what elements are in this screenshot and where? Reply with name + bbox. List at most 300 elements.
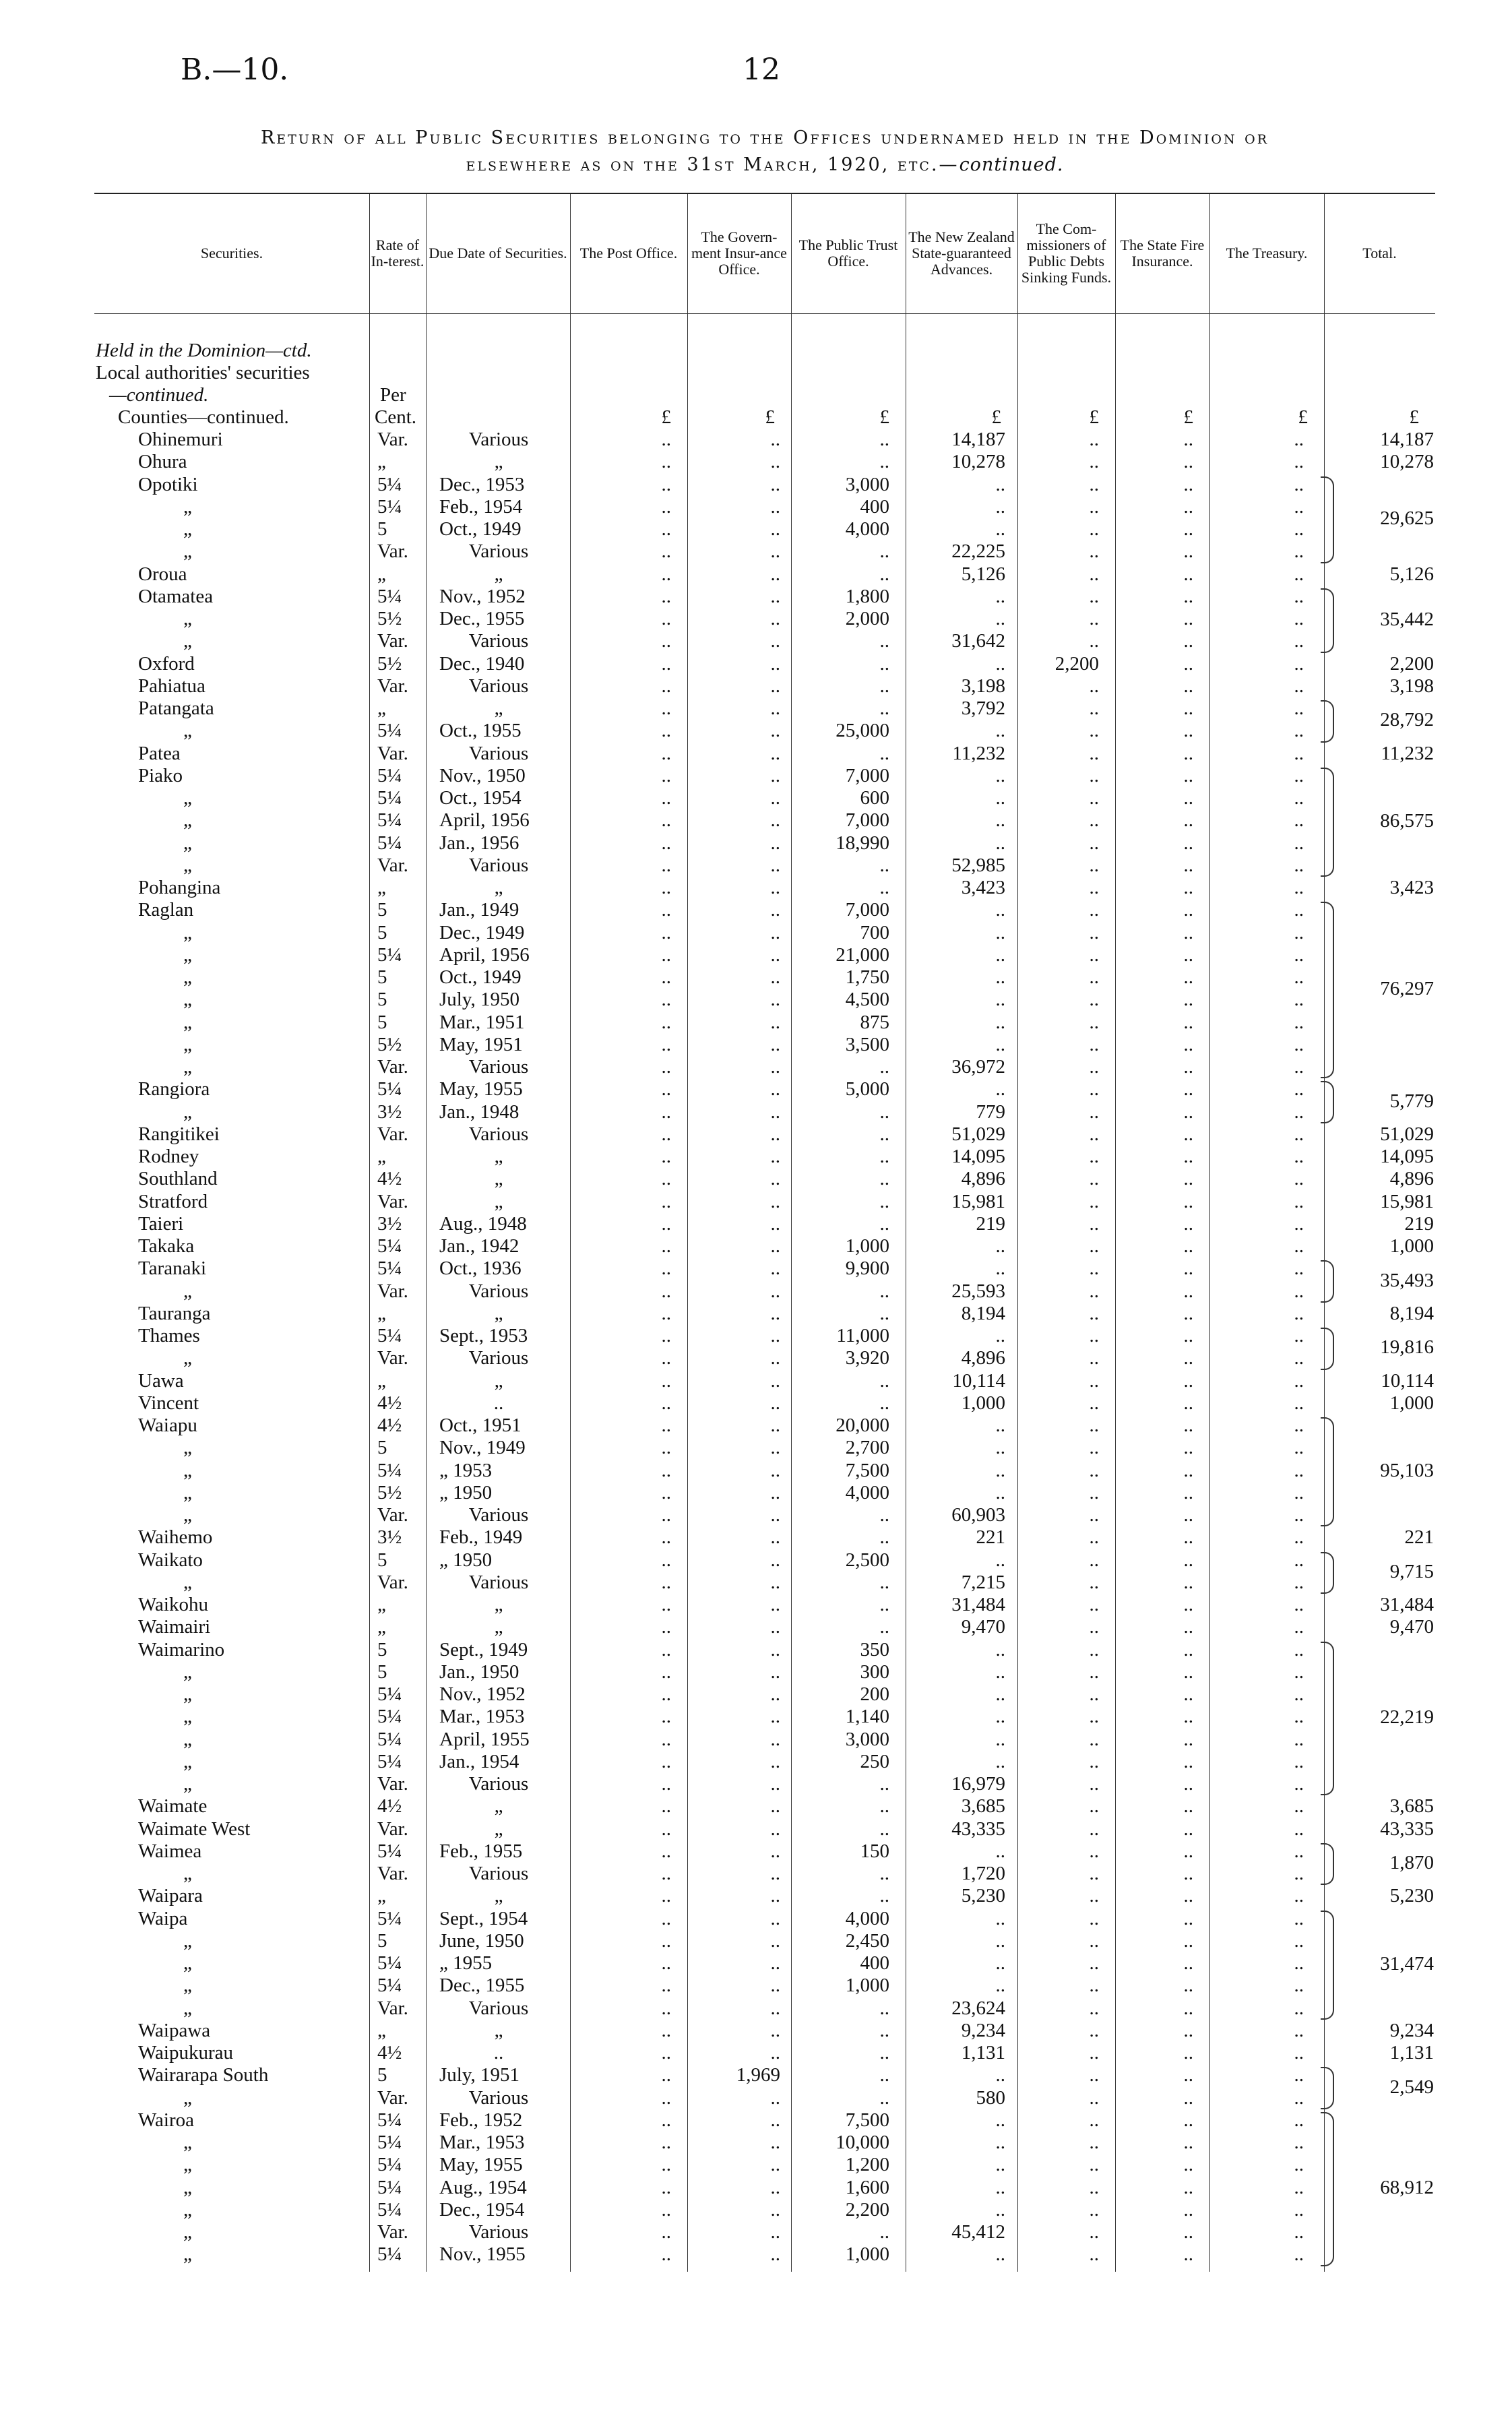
- post-office-value: ..: [661, 1616, 671, 1638]
- sinking-funds-value: ..: [1089, 1549, 1099, 1571]
- leader-dots: [290, 1840, 364, 1863]
- pound-sign: £: [1409, 406, 1419, 428]
- post-office-value: ..: [661, 1280, 671, 1302]
- leader-dots: [229, 832, 364, 855]
- due-date: July, 1950: [439, 989, 519, 1011]
- securities-name: „: [183, 1571, 192, 1593]
- due-date: Jan., 1956: [439, 832, 519, 854]
- state-fire-value: ..: [1183, 854, 1193, 876]
- state-guaranteed-value: ..: [995, 720, 1005, 742]
- state-guaranteed-value: 10,278: [951, 451, 1005, 473]
- state-fire-value: ..: [1183, 1415, 1193, 1436]
- state-fire-value: ..: [1183, 1078, 1193, 1100]
- post-office-value: ..: [661, 1100, 671, 1123]
- total-value: 86,575: [1380, 809, 1434, 832]
- due-date: Nov., 1949: [439, 1437, 526, 1459]
- securities-name: „: [183, 2176, 192, 2198]
- government-insurance-value: ..: [770, 1302, 780, 1324]
- treasury-value: ..: [1294, 1683, 1304, 1705]
- post-office-value: ..: [661, 1975, 671, 1997]
- total-value: 14,187: [1380, 429, 1434, 450]
- state-fire-value: ..: [1183, 1818, 1193, 1840]
- group-brace: [1321, 476, 1334, 563]
- sinking-funds-value: ..: [1089, 787, 1099, 809]
- treasury-value: ..: [1294, 2064, 1304, 2086]
- state-guaranteed-value: ..: [995, 473, 1005, 495]
- state-guaranteed-value: 31,484: [951, 1594, 1005, 1615]
- state-fire-value: ..: [1183, 675, 1193, 697]
- post-office-value: ..: [661, 1235, 671, 1257]
- interest-rate: 5¼: [377, 2109, 402, 2131]
- state-guaranteed-value: ..: [995, 943, 1005, 966]
- treasury-value: ..: [1294, 1997, 1304, 2019]
- pound-sign: £: [991, 406, 1001, 428]
- public-trust-value: 875: [860, 1011, 889, 1033]
- state-fire-value: ..: [1183, 764, 1193, 786]
- interest-rate: 4½: [377, 1168, 402, 1190]
- leader-dots: [229, 1482, 364, 1504]
- sinking-funds-value: ..: [1089, 495, 1099, 518]
- post-office-value: ..: [661, 2109, 671, 2131]
- securities-name: Waimarino: [138, 1638, 225, 1661]
- public-trust-value: 2,700: [845, 1437, 889, 1459]
- government-insurance-value: ..: [770, 1571, 780, 1593]
- due-date: Various: [468, 540, 529, 563]
- total-value: 28,792: [1380, 709, 1434, 731]
- securities-name: „: [183, 943, 192, 966]
- state-fire-value: ..: [1183, 2176, 1193, 2198]
- public-trust-value: ..: [879, 1100, 889, 1123]
- interest-rate: Var.: [377, 540, 408, 563]
- group-brace: [1321, 902, 1334, 1078]
- sinking-funds-value: ..: [1089, 1212, 1099, 1235]
- due-date: Various: [468, 854, 529, 876]
- sinking-funds-value: ..: [1089, 1033, 1099, 1055]
- public-trust-value: ..: [879, 675, 889, 697]
- securities-name: „: [183, 518, 192, 540]
- state-guaranteed-value: 7,215: [961, 1571, 1005, 1593]
- government-insurance-value: ..: [770, 429, 780, 450]
- due-date: „: [494, 1795, 503, 1818]
- state-fire-value: ..: [1183, 809, 1193, 832]
- treasury-value: ..: [1294, 809, 1304, 832]
- column-header: The Post Office.: [579, 245, 678, 261]
- post-office-value: ..: [661, 1683, 671, 1705]
- due-date: ..: [493, 1392, 504, 1414]
- securities-name: Waipa: [138, 1907, 188, 1929]
- government-insurance-value: ..: [770, 1078, 780, 1100]
- state-guaranteed-value: ..: [995, 585, 1005, 607]
- state-fire-value: ..: [1183, 966, 1193, 988]
- interest-rate: 5¼: [377, 495, 402, 518]
- state-guaranteed-value: 3,423: [961, 877, 1005, 898]
- total-value: 22,219: [1380, 1706, 1434, 1728]
- securities-name: „: [183, 2086, 192, 2109]
- government-insurance-value: ..: [770, 2109, 780, 2131]
- interest-rate: Var.: [377, 1571, 408, 1593]
- total-value: 1,000: [1389, 1392, 1434, 1414]
- government-insurance-value: ..: [770, 1594, 780, 1615]
- state-guaranteed-value: 1,000: [961, 1392, 1005, 1414]
- sinking-funds-value: ..: [1089, 1526, 1099, 1549]
- state-guaranteed-value: ..: [995, 966, 1005, 988]
- public-trust-value: 150: [860, 1840, 889, 1862]
- securities-name: „: [183, 2198, 192, 2221]
- interest-rate: 5¼: [377, 943, 402, 966]
- treasury-value: ..: [1294, 720, 1304, 742]
- post-office-value: ..: [661, 899, 671, 921]
- interest-rate: 5: [377, 899, 387, 921]
- treasury-value: ..: [1294, 877, 1304, 898]
- state-fire-value: ..: [1183, 1056, 1193, 1078]
- pound-sign: £: [1183, 406, 1193, 428]
- public-trust-value: 3,500: [845, 1033, 889, 1055]
- due-date: Jan., 1942: [439, 1235, 519, 1257]
- header-rule: [94, 313, 1435, 314]
- leader-dots: [290, 1526, 364, 1549]
- public-trust-value: 1,000: [845, 2243, 889, 2266]
- government-insurance-value: ..: [770, 1190, 780, 1212]
- securities-name: Waimea: [138, 1840, 202, 1862]
- post-office-value: ..: [661, 1369, 671, 1392]
- interest-rate: 5¼: [377, 1235, 402, 1257]
- state-guaranteed-value: ..: [995, 1258, 1005, 1280]
- group-brace: [1321, 1911, 1334, 2020]
- public-trust-value: 2,200: [845, 2198, 889, 2221]
- public-trust-value: ..: [879, 877, 889, 898]
- government-insurance-value: ..: [770, 1661, 780, 1683]
- state-guaranteed-value: 8,194: [961, 1302, 1005, 1324]
- interest-rate: 5: [377, 1549, 387, 1571]
- post-office-value: ..: [661, 2243, 671, 2266]
- post-office-value: ..: [661, 518, 671, 540]
- leader-dots: [229, 966, 364, 989]
- government-insurance-value: ..: [770, 1840, 780, 1862]
- state-fire-value: ..: [1183, 1123, 1193, 1145]
- government-insurance-value: ..: [770, 1100, 780, 1123]
- government-insurance-value: ..: [770, 1885, 780, 1907]
- state-fire-value: ..: [1183, 1302, 1193, 1324]
- leader-dots: [229, 1661, 364, 1683]
- government-insurance-value: ..: [770, 540, 780, 563]
- public-trust-value: ..: [879, 2064, 889, 2086]
- government-insurance-value: ..: [770, 697, 780, 719]
- securities-name: „: [183, 809, 192, 832]
- public-trust-value: ..: [879, 652, 889, 675]
- due-date: Sept., 1949: [439, 1638, 528, 1661]
- table-title: [94, 125, 1435, 179]
- sinking-funds-value: ..: [1089, 742, 1099, 764]
- total-value: 29,625: [1380, 507, 1434, 529]
- government-insurance-value: ..: [770, 608, 780, 629]
- government-insurance-value: ..: [770, 1369, 780, 1392]
- state-fire-value: ..: [1183, 1325, 1193, 1346]
- post-office-value: ..: [661, 1481, 671, 1503]
- due-date: „: [494, 451, 503, 473]
- sinking-funds-value: ..: [1089, 1907, 1099, 1929]
- state-guaranteed-value: 60,903: [951, 1504, 1005, 1526]
- total-value: 1,131: [1389, 2042, 1434, 2064]
- securities-name: „: [183, 1728, 192, 1750]
- state-fire-value: ..: [1183, 563, 1193, 585]
- public-trust-value: ..: [879, 1818, 889, 1840]
- securities-name: „: [183, 1997, 192, 2019]
- group-brace: [1321, 1417, 1334, 1526]
- sinking-funds-value: ..: [1089, 1011, 1099, 1033]
- government-insurance-value: ..: [770, 1638, 780, 1661]
- due-date: „ 1953: [439, 1459, 493, 1481]
- pound-sign: £: [879, 406, 889, 428]
- state-guaranteed-value: 3,198: [961, 675, 1005, 697]
- due-date: „: [494, 1594, 503, 1615]
- sinking-funds-value: ..: [1089, 697, 1099, 719]
- treasury-value: ..: [1294, 1056, 1304, 1078]
- leader-dots: [229, 1997, 364, 2020]
- due-date: Various: [468, 1056, 529, 1078]
- state-guaranteed-value: 52,985: [951, 854, 1005, 876]
- interest-rate: 5½: [377, 608, 402, 629]
- due-date: „: [494, 1146, 503, 1167]
- state-fire-value: ..: [1183, 787, 1193, 809]
- interest-rate: 5½: [377, 652, 402, 675]
- post-office-value: ..: [661, 1033, 671, 1055]
- government-insurance-value: ..: [770, 2176, 780, 2198]
- public-trust-value: 1,600: [845, 2176, 889, 2198]
- total-value: 15,981: [1380, 1190, 1434, 1212]
- post-office-value: ..: [661, 697, 671, 719]
- government-insurance-value: ..: [770, 1146, 780, 1167]
- total-value: 43,335: [1380, 1818, 1434, 1840]
- sinking-funds-value: ..: [1089, 1437, 1099, 1459]
- due-date: Various: [468, 1504, 529, 1526]
- treasury-value: ..: [1294, 2086, 1304, 2109]
- state-fire-value: ..: [1183, 652, 1193, 675]
- securities-name: Waipukurau: [138, 2042, 234, 2064]
- interest-rate: „: [377, 1146, 386, 1167]
- sinking-funds-value: ..: [1089, 1929, 1099, 1952]
- due-date: Dec., 1954: [439, 2198, 525, 2221]
- state-fire-value: ..: [1183, 1638, 1193, 1661]
- post-office-value: ..: [661, 630, 671, 652]
- total-value: 8,194: [1389, 1302, 1434, 1324]
- post-office-value: ..: [661, 1952, 671, 1974]
- state-guaranteed-value: 25,593: [951, 1280, 1005, 1302]
- state-guaranteed-value: ..: [995, 2132, 1005, 2153]
- post-office-value: ..: [661, 1795, 671, 1818]
- sinking-funds-value: ..: [1089, 1415, 1099, 1436]
- leader-dots: [290, 1146, 364, 1168]
- leader-dots: [290, 1303, 364, 1325]
- post-office-value: ..: [661, 1459, 671, 1481]
- sinking-funds-value: ..: [1089, 675, 1099, 697]
- state-guaranteed-value: ..: [995, 1975, 1005, 1997]
- securities-name: Waipawa: [138, 2019, 211, 2041]
- treasury-value: ..: [1294, 966, 1304, 988]
- state-fire-value: ..: [1183, 2221, 1193, 2243]
- sinking-funds-value: ..: [1089, 1706, 1099, 1728]
- public-trust-value: ..: [879, 697, 889, 719]
- interest-rate: 5¼: [377, 1459, 402, 1481]
- government-insurance-value: ..: [770, 787, 780, 809]
- due-date: Oct., 1936: [439, 1258, 522, 1280]
- government-insurance-value: ..: [770, 2243, 780, 2266]
- leader-dots: [229, 1101, 364, 1123]
- state-fire-value: ..: [1183, 1549, 1193, 1571]
- government-insurance-value: ..: [770, 1706, 780, 1728]
- title-line-1: Return of all Public Securities belonging to the Offices undernamed held in the Dominion or: [260, 127, 1269, 148]
- public-trust-value: ..: [879, 1526, 889, 1549]
- leader-dots: [229, 2154, 364, 2176]
- state-fire-value: ..: [1183, 1929, 1193, 1952]
- treasury-value: ..: [1294, 1616, 1304, 1638]
- post-office-value: ..: [661, 832, 671, 854]
- interest-rate: Var.: [377, 1280, 408, 1302]
- state-guaranteed-value: ..: [995, 2109, 1005, 2131]
- interest-rate: 5: [377, 989, 387, 1011]
- state-fire-value: ..: [1183, 1863, 1193, 1884]
- state-fire-value: ..: [1183, 540, 1193, 563]
- treasury-value: ..: [1294, 1594, 1304, 1615]
- treasury-value: ..: [1294, 1549, 1304, 1571]
- sinking-funds-value: ..: [1089, 1280, 1099, 1302]
- state-fire-value: ..: [1183, 1594, 1193, 1615]
- post-office-value: ..: [661, 1907, 671, 1929]
- title-line-2: elsewhere as on the 31st March, 1920, etc.—continued.: [466, 154, 1064, 175]
- state-fire-value: ..: [1183, 495, 1193, 518]
- leader-dots: [229, 496, 364, 518]
- securities-name: Taieri: [138, 1212, 184, 1235]
- state-fire-value: ..: [1183, 1728, 1193, 1750]
- leader-dots: [290, 451, 364, 473]
- post-office-value: ..: [661, 1325, 671, 1346]
- interest-rate: 5¼: [377, 1750, 402, 1772]
- total-value: 14,095: [1380, 1146, 1434, 1167]
- state-fire-value: ..: [1183, 1750, 1193, 1772]
- treasury-value: ..: [1294, 854, 1304, 876]
- post-office-value: ..: [661, 1818, 671, 1840]
- post-office-value: ..: [661, 1773, 671, 1795]
- state-fire-value: ..: [1183, 921, 1193, 943]
- post-office-value: ..: [661, 966, 671, 988]
- government-insurance-value: ..: [770, 630, 780, 652]
- state-fire-value: ..: [1183, 1504, 1193, 1526]
- interest-rate: 5¼: [377, 1728, 402, 1750]
- state-fire-value: ..: [1183, 1975, 1193, 1997]
- column-header: Securities.: [200, 245, 263, 261]
- interest-rate: Var.: [377, 742, 408, 764]
- securities-name: „: [183, 1661, 192, 1683]
- document-reference: B.—10.: [181, 53, 289, 87]
- state-fire-value: ..: [1183, 2042, 1193, 2064]
- government-insurance-value: ..: [770, 1056, 780, 1078]
- securities-name: „: [183, 1683, 192, 1705]
- government-insurance-value: ..: [770, 1997, 780, 2019]
- state-guaranteed-value: 580: [976, 2086, 1005, 2109]
- sinking-funds-value: ..: [1089, 1100, 1099, 1123]
- state-fire-value: ..: [1183, 1437, 1193, 1459]
- state-fire-value: ..: [1183, 1392, 1193, 1414]
- securities-name: Waimairi: [138, 1616, 211, 1638]
- securities-name: „: [183, 630, 192, 652]
- treasury-value: ..: [1294, 921, 1304, 943]
- government-insurance-value: ..: [770, 899, 780, 921]
- government-insurance-value: ..: [770, 1795, 780, 1818]
- total-value: 9,234: [1389, 2019, 1434, 2041]
- post-office-value: ..: [661, 1706, 671, 1728]
- public-trust-value: ..: [879, 1392, 889, 1414]
- treasury-value: ..: [1294, 1638, 1304, 1661]
- due-date: Dec., 1953: [439, 473, 525, 495]
- government-insurance-value: ..: [770, 742, 780, 764]
- state-guaranteed-value: ..: [995, 2154, 1005, 2176]
- securities-name: „: [183, 1773, 192, 1795]
- interest-rate: „: [377, 697, 386, 719]
- securities-name: Wairarapa South: [138, 2064, 269, 2086]
- public-trust-value: 1,000: [845, 1235, 889, 1257]
- securities-name: „: [183, 608, 192, 629]
- public-trust-value: ..: [879, 1773, 889, 1795]
- state-guaranteed-value: 31,642: [951, 630, 1005, 652]
- post-office-value: ..: [661, 1415, 671, 1436]
- treasury-value: ..: [1294, 1481, 1304, 1503]
- group-brace: [1321, 1552, 1334, 1594]
- government-insurance-value: ..: [770, 1033, 780, 1055]
- state-guaranteed-value: 51,029: [951, 1123, 1005, 1145]
- interest-rate: 5¼: [377, 2154, 402, 2176]
- sinking-funds-value: ..: [1089, 1056, 1099, 1078]
- treasury-value: ..: [1294, 1504, 1304, 1526]
- leader-dots: [290, 899, 364, 921]
- post-office-value: ..: [661, 2042, 671, 2064]
- post-office-value: ..: [661, 742, 671, 764]
- column-header: The Com-missioners of Public Debts Sinking Funds.: [1021, 220, 1112, 286]
- securities-name: „: [183, 1750, 192, 1772]
- interest-rate: Var.: [377, 1997, 408, 2019]
- due-date: Feb., 1955: [439, 1840, 523, 1862]
- securities-name: „: [183, 787, 192, 809]
- interest-rate: 5: [377, 1929, 387, 1952]
- treasury-value: ..: [1294, 1168, 1304, 1190]
- due-date: Various: [468, 1347, 529, 1369]
- securities-name: Waiapu: [138, 1415, 197, 1436]
- interest-rate: „: [377, 1616, 386, 1638]
- state-fire-value: ..: [1183, 720, 1193, 742]
- interest-rate: 3½: [377, 1100, 402, 1123]
- sinking-funds-value: ..: [1089, 1773, 1099, 1795]
- group-brace: [1321, 2067, 1334, 2109]
- treasury-value: ..: [1294, 1280, 1304, 1302]
- state-fire-value: ..: [1183, 1661, 1193, 1683]
- group-brace: [1321, 1260, 1334, 1303]
- interest-rate: 3½: [377, 1212, 402, 1235]
- due-date: Various: [468, 1123, 529, 1145]
- interest-rate: Var.: [377, 1504, 408, 1526]
- group-brace: [1321, 588, 1334, 653]
- total-value: 95,103: [1380, 1460, 1434, 1482]
- state-guaranteed-value: ..: [995, 518, 1005, 540]
- state-guaranteed-value: ..: [995, 1683, 1005, 1705]
- securities-name: Piako: [138, 764, 183, 786]
- post-office-value: ..: [661, 2064, 671, 2086]
- leader-dots: [229, 1012, 364, 1034]
- treasury-value: ..: [1294, 1571, 1304, 1593]
- state-fire-value: ..: [1183, 697, 1193, 719]
- state-fire-value: ..: [1183, 1146, 1193, 1167]
- interest-rate: 5½: [377, 1481, 402, 1503]
- public-trust-value: 9,900: [845, 1258, 889, 1280]
- interest-rate: 5½: [377, 1033, 402, 1055]
- securities-name: „: [183, 1437, 192, 1459]
